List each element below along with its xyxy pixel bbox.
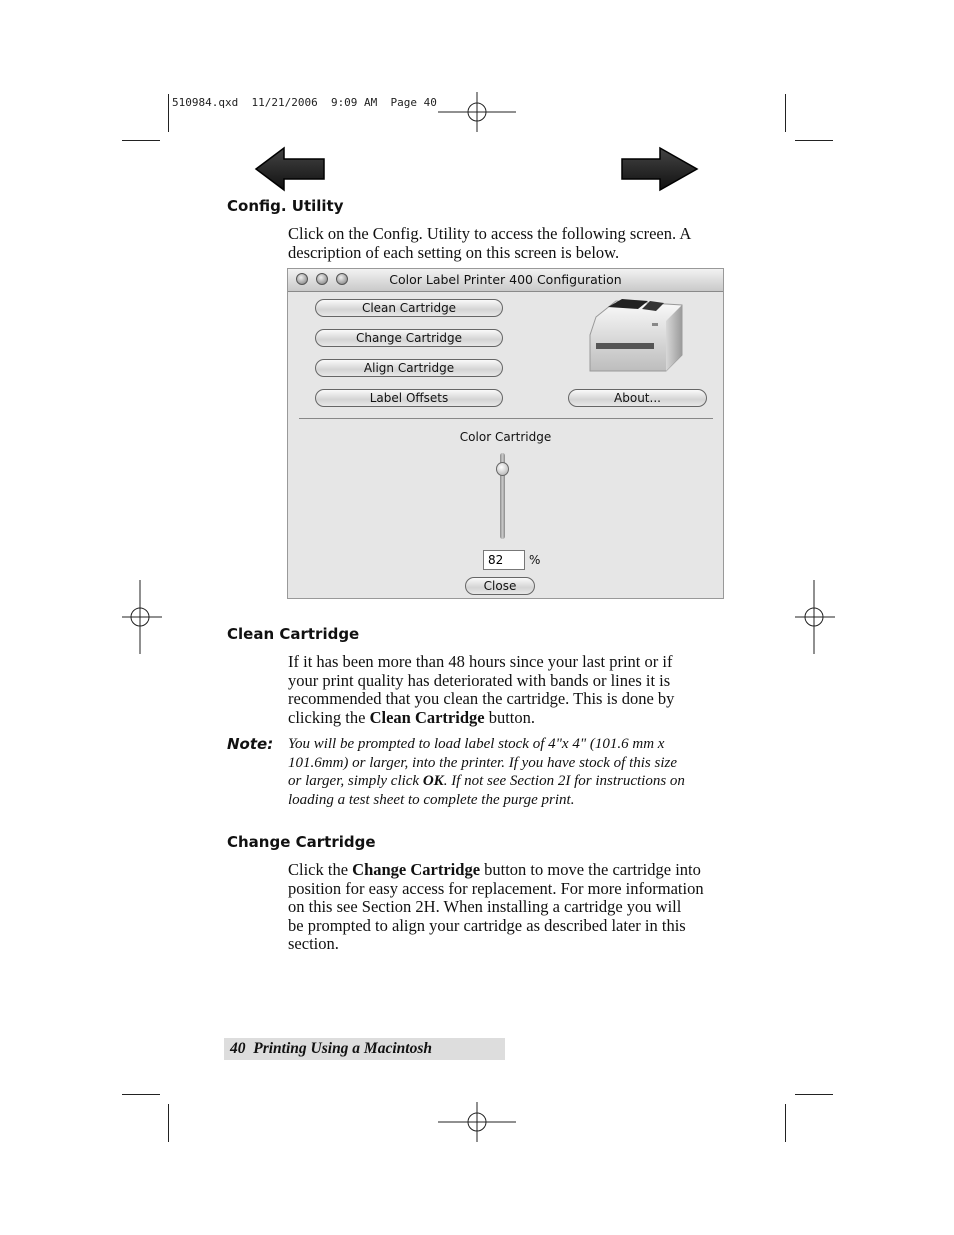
text-line: description of each setting on this screen is below. xyxy=(288,242,620,262)
text-line: position for easy access for replacement. For more information xyxy=(288,878,704,898)
footer-title: Printing Using a Macintosh xyxy=(253,1040,432,1057)
registration-mark-right xyxy=(795,580,835,654)
text-line: 101.6mm) or larger, into the printer. If you have stock of this size xyxy=(288,754,677,771)
about-button[interactable]: About... xyxy=(568,389,707,407)
text-run: button to move the cartridge into xyxy=(480,860,701,879)
right-arrow-icon[interactable] xyxy=(620,146,700,192)
text-line: recommended that you clean the cartridge. This is done by xyxy=(288,689,675,709)
text-line xyxy=(288,772,728,791)
dialog-titlebar xyxy=(288,269,723,292)
change-cartridge-text xyxy=(288,861,738,954)
clean-cartridge-text xyxy=(288,653,728,727)
left-arrow-icon[interactable] xyxy=(254,146,326,192)
text-line: You will be prompted to load label stock of 4"x 4" (101.6 mm x xyxy=(288,736,665,752)
printer-image xyxy=(586,295,690,379)
crop-mark xyxy=(785,94,786,132)
text-line: be prompted to align your cartridge as described later in this xyxy=(288,915,686,935)
note-label: Note: xyxy=(227,735,274,753)
text-run: or larger, simply click xyxy=(288,773,423,790)
crop-mark xyxy=(795,1094,833,1095)
text-line: Click on the Config. Utility to access the following screen. A xyxy=(288,224,692,243)
text-run: clicking the xyxy=(288,707,370,727)
page-number: 40 xyxy=(230,1040,246,1057)
text-line: section. xyxy=(288,934,339,954)
registration-mark-top xyxy=(438,92,516,132)
crop-mark xyxy=(122,1094,160,1095)
text-run: Click the xyxy=(288,860,353,879)
color-cartridge-label: Color Cartridge xyxy=(459,430,552,444)
close-button[interactable]: Close xyxy=(465,577,535,595)
percent-input[interactable] xyxy=(483,550,525,570)
text-line: If it has been more than 48 hours since your last print or if xyxy=(288,652,673,671)
align-cartridge-button[interactable]: Align Cartridge xyxy=(315,359,503,377)
crop-mark xyxy=(168,1104,169,1142)
bold-run: OK xyxy=(422,773,444,790)
text-line: on this see Section 2H. When installing a cartridge you will xyxy=(288,897,682,917)
text-line xyxy=(288,709,728,728)
dialog-separator xyxy=(299,418,713,419)
bold-run: Change Cartridge xyxy=(352,860,481,879)
note-text xyxy=(288,735,728,809)
bold-run: Clean Cartridge xyxy=(369,707,485,727)
percent-sign: % xyxy=(529,553,541,567)
color-cartridge-slider-thumb[interactable] xyxy=(496,462,509,476)
crop-mark xyxy=(168,94,169,132)
print-slug: 510984.qxd 11/21/2006 9:09 AM Page 40 xyxy=(172,96,437,109)
text-line: your print quality has deteriorated with bands or lines it is xyxy=(288,670,671,690)
text-run: button. xyxy=(484,707,536,727)
text-line: loading a test sheet to complete the purge print. xyxy=(288,791,575,808)
config-dialog-window xyxy=(287,268,724,599)
registration-mark-bottom xyxy=(438,1102,516,1142)
clean-cartridge-button[interactable]: Clean Cartridge xyxy=(315,299,503,317)
dialog-title: Color Label Printer 400 Configuration xyxy=(389,272,622,287)
crop-mark xyxy=(122,140,160,141)
crop-mark xyxy=(785,1104,786,1142)
config-intro-text xyxy=(288,225,738,262)
change-cartridge-button[interactable]: Change Cartridge xyxy=(315,329,503,347)
heading-clean-cartridge: Clean Cartridge xyxy=(227,625,360,643)
heading-change-cartridge: Change Cartridge xyxy=(227,833,376,851)
label-offsets-button[interactable]: Label Offsets xyxy=(315,389,503,407)
registration-mark-left xyxy=(122,580,162,654)
footer xyxy=(230,1040,432,1058)
heading-config-utility: Config. Utility xyxy=(227,197,344,215)
text-run: . If not see Section 2I for instructions on xyxy=(443,773,685,790)
crop-mark xyxy=(795,140,833,141)
text-line xyxy=(288,861,738,880)
